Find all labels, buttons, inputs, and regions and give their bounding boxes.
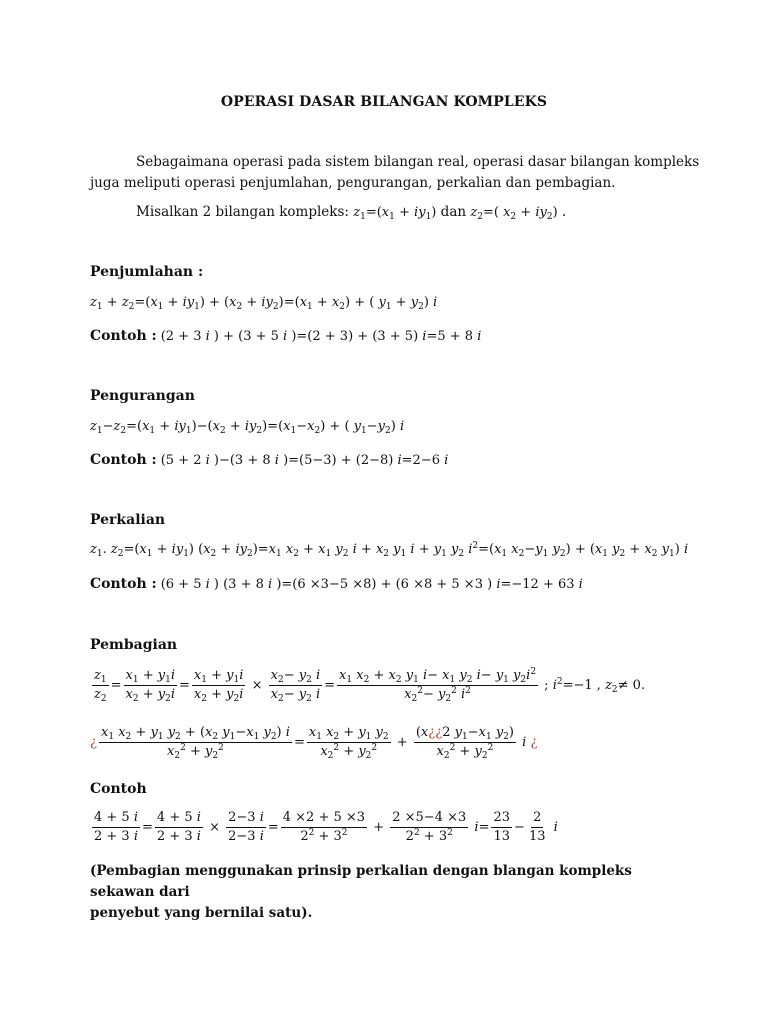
heading-penjumlahan: Penjumlahan : (90, 264, 204, 280)
note-line-2: penyebut yang bernilai satu). (90, 905, 313, 921)
heading-perkalian: Perkalian (90, 512, 166, 528)
heading-pengurangan: Pengurangan (90, 388, 195, 404)
example-label: Contoh : (90, 576, 157, 592)
example-pembagian: $\frac{4 + 5 i}{2 + 3 i}$ = $\frac{4 + 5 i}{2 + 3 i}$ × $\frac{2-3 i}{2-3 i}$ = $\frac{4 \times 2 + 5 \times 3}{2^2 + 3^2}$ + $\frac{2 \times 5-4 \times 3}{2^2 + 3^2}$ i= $\frac{23}{13}$ − $\frac{2}{13}$ i (94, 810, 558, 844)
intro-line-1: Sebagaimana operasi pada sistem bilangan real, operasi dasar bilangan kompleks (136, 154, 700, 170)
formula-penjumlahan: $z_1 + z_2=(x_1 + iy_1) + (x_2 + iy_2)=(x_1 + x_2)$ + ( $y_1 + y_2$) i (90, 295, 438, 312)
formula-perkalian: $z_1$. $z_2=(x_1 + iy_1) (x_2 + iy_2)=x_1$ $x_2 + x_1$ $y_2$ $i + x_2$ $y_1$ $i + y_1$ $y_2$ $i^2=(x_1$ $x_2-y_1$ $y_2) + (x_1$ $y_2 + x_2$ $y_1$) i (90, 541, 689, 559)
z2-definition: $z_2=$( $x_2 + iy_2$) (470, 205, 558, 222)
formula-pembagian-2: ¿ $\frac{x_1 x_2 + y_1 y_2 + (x_2 y_1-x_1 y_2) i}{x_2^2 + y_2^2}$ = $\frac{x_1 x_2 + y_1 y_2}{x_2^2 + y_2^2}$ + $\frac{(x¿¿2 y_1-x_1 y_2)}{x_2^2 + y_2^2}$ i ¿ (90, 725, 538, 761)
intro3-prefix: Misalkan 2 bilangan kompleks: (136, 204, 354, 220)
example-pengurangan: Contoh : (5 + 2 i )−(3 + 8 i )=(5−3) + (2−8) i=2−6 i (90, 452, 449, 468)
example-penjumlahan: Contoh : (2 + 3 i ) + (3 + 5 i )=(2 + 3) + (3 + 5) i=5 + 8 i (90, 328, 482, 344)
intro-line-2: juga meliputi operasi penjumlahan, pengurangan, perkalian dan pembagian. (90, 175, 616, 191)
example-perkalian: Contoh : (6 + 5 i ) (3 + 8 i )=(6 ×3−5 ×8) + (6 ×8 + 5 ×3 ) i=−12 + 63 i (90, 576, 583, 592)
intro-line-3 (136, 202, 566, 223)
example-label: Contoh : (90, 328, 157, 344)
heading-contoh-pembagian: Contoh (90, 781, 147, 797)
formula-pengurangan: $z_1-z_2=(x_1 + iy_1)-(x_2 + iy_2)=(x_1-x_2)$ + ( $y_1-y_2$) i (90, 419, 405, 436)
note-line-1: (Pembagian menggunakan prinsip perkalian dengan blangan kompleks sekawan dari (90, 863, 632, 900)
intro3-suffix: . (561, 204, 567, 220)
intro3-and: dan (440, 204, 471, 220)
division-note (90, 861, 690, 924)
page-title: OPERASI DASAR BILANGAN KOMPLEKS (220, 94, 548, 110)
example-label: Contoh : (90, 452, 157, 468)
heading-pembagian: Pembagian (90, 637, 178, 653)
formula-pembagian-1: $\frac{z_1}{z_2}$ = $\frac{x_1 + y_1i}{x_2 + y_2i}$ = $\frac{x_1 + y_1i}{x_2 + y_2i}$ × $\frac{x_2- y_2 i}{x_2- y_2 i}$ = $\frac{x_1 x_2 + x_2 y_1 i- x_1 y_2 i- y_1 y_2i^2}{x_2^2- y_2^2 i^2}$ ; $i^2=-1$ , $z_2\ne 0$. (94, 667, 646, 704)
z1-definition: $z_1=(x_1 + iy_1)$ (353, 205, 437, 222)
